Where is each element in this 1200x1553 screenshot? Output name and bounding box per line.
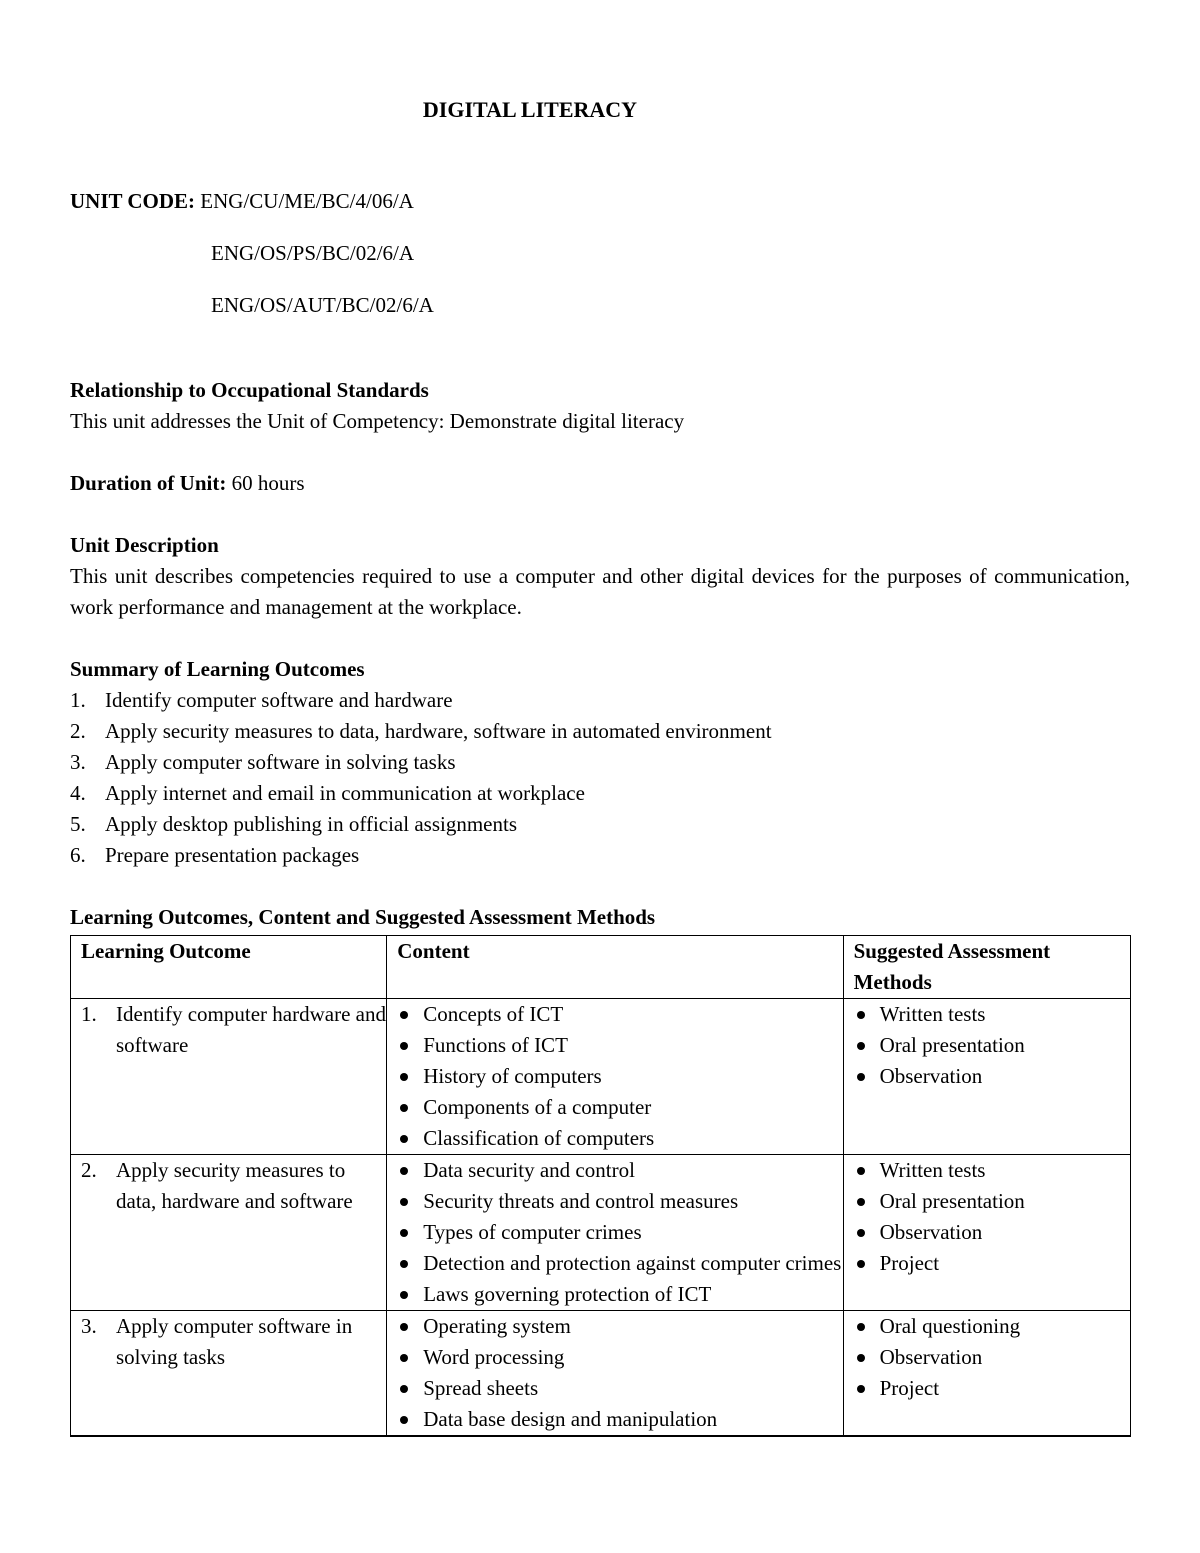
learning-outcome-cell: 3. Apply computer software in solving tasks bbox=[81, 1314, 353, 1369]
table-row bbox=[71, 1311, 1131, 1437]
list-item: Spread sheets bbox=[397, 1373, 842, 1404]
methods-list bbox=[854, 1155, 1130, 1279]
list-item: Detection and protection against computer crimes bbox=[397, 1248, 842, 1279]
relationship-section bbox=[70, 375, 1130, 437]
header-content: Content bbox=[387, 936, 843, 999]
list-item: Operating system bbox=[397, 1311, 842, 1342]
methods-list bbox=[854, 1311, 1130, 1404]
learning-outcomes-table bbox=[70, 935, 1131, 1437]
header-learning-outcome: Learning Outcome bbox=[71, 936, 387, 999]
unit-code-1: ENG/CU/ME/BC/4/06/A bbox=[200, 189, 414, 213]
list-item: Laws governing protection of ICT bbox=[397, 1279, 842, 1310]
unit-code-label: UNIT CODE: bbox=[70, 189, 196, 213]
description-section bbox=[70, 530, 1130, 623]
summary-section bbox=[70, 654, 1130, 871]
content-list bbox=[397, 1155, 842, 1310]
list-item: 3. Apply computer software in solving tasks bbox=[70, 750, 456, 774]
list-item: Components of a computer bbox=[397, 1092, 842, 1123]
list-item: Word processing bbox=[397, 1342, 842, 1373]
duration-value: 60 hours bbox=[231, 471, 305, 495]
summary-list bbox=[70, 685, 1130, 871]
table-heading: Learning Outcomes, Content and Suggested Assessment Methods bbox=[70, 905, 656, 929]
methods-list bbox=[854, 999, 1130, 1092]
list-item: Data base design and manipulation bbox=[397, 1404, 842, 1435]
list-item: Security threats and control measures bbox=[397, 1186, 842, 1217]
list-item: Observation bbox=[854, 1217, 1130, 1248]
list-item: 1. Identify computer software and hardware bbox=[70, 688, 453, 712]
content-list bbox=[397, 1311, 842, 1435]
list-item: Project bbox=[854, 1373, 1130, 1404]
unit-code-line bbox=[70, 186, 414, 217]
list-item: Observation bbox=[854, 1061, 1130, 1092]
list-item: Oral presentation bbox=[854, 1030, 1130, 1061]
description-text: This unit describes competencies required to use a computer and other digital devices for the purposes of communication, work performance and management at the workplace. bbox=[70, 564, 1130, 619]
list-item: Concepts of ICT bbox=[397, 999, 842, 1030]
list-item: Types of computer crimes bbox=[397, 1217, 842, 1248]
list-item: Written tests bbox=[854, 1155, 1130, 1186]
duration-line bbox=[70, 468, 1130, 499]
relationship-heading: Relationship to Occupational Standards bbox=[70, 378, 429, 402]
table-row bbox=[71, 1155, 1131, 1311]
description-heading: Unit Description bbox=[70, 533, 219, 557]
list-item: 6. Prepare presentation packages bbox=[70, 843, 360, 867]
list-item: Observation bbox=[854, 1342, 1130, 1373]
table-row bbox=[71, 999, 1131, 1155]
learning-outcome-cell: 2. Apply security measures to data, hardware and software bbox=[81, 1158, 353, 1213]
document-title: DIGITAL LITERACY bbox=[422, 97, 638, 122]
learning-outcome-cell: 1. Identify computer hardware and software bbox=[81, 1002, 386, 1057]
list-item: Classification of computers bbox=[397, 1123, 842, 1154]
list-item: Project bbox=[854, 1248, 1130, 1279]
list-item: History of computers bbox=[397, 1061, 842, 1092]
list-item: 5. Apply desktop publishing in official assignments bbox=[70, 812, 518, 836]
duration-label: Duration of Unit: bbox=[70, 471, 227, 495]
header-assessment-methods: Suggested Assessment Methods bbox=[843, 936, 1130, 999]
table-header-row bbox=[71, 936, 1131, 999]
relationship-text: This unit addresses the Unit of Competency: Demonstrate digital literacy bbox=[70, 409, 685, 433]
list-item: 2. Apply security measures to data, hardware, software in automated environment bbox=[70, 719, 772, 743]
list-item: Written tests bbox=[854, 999, 1130, 1030]
summary-heading: Summary of Learning Outcomes bbox=[70, 657, 365, 681]
list-item: Functions of ICT bbox=[397, 1030, 842, 1061]
content-list bbox=[397, 999, 842, 1154]
list-item: 4. Apply internet and email in communication at workplace bbox=[70, 781, 585, 805]
list-item: Oral questioning bbox=[854, 1311, 1130, 1342]
unit-code-3: ENG/OS/AUT/BC/02/6/A bbox=[211, 293, 434, 317]
list-item: Oral presentation bbox=[854, 1186, 1130, 1217]
list-item: Data security and control bbox=[397, 1155, 842, 1186]
unit-code-2: ENG/OS/PS/BC/02/6/A bbox=[211, 241, 415, 265]
